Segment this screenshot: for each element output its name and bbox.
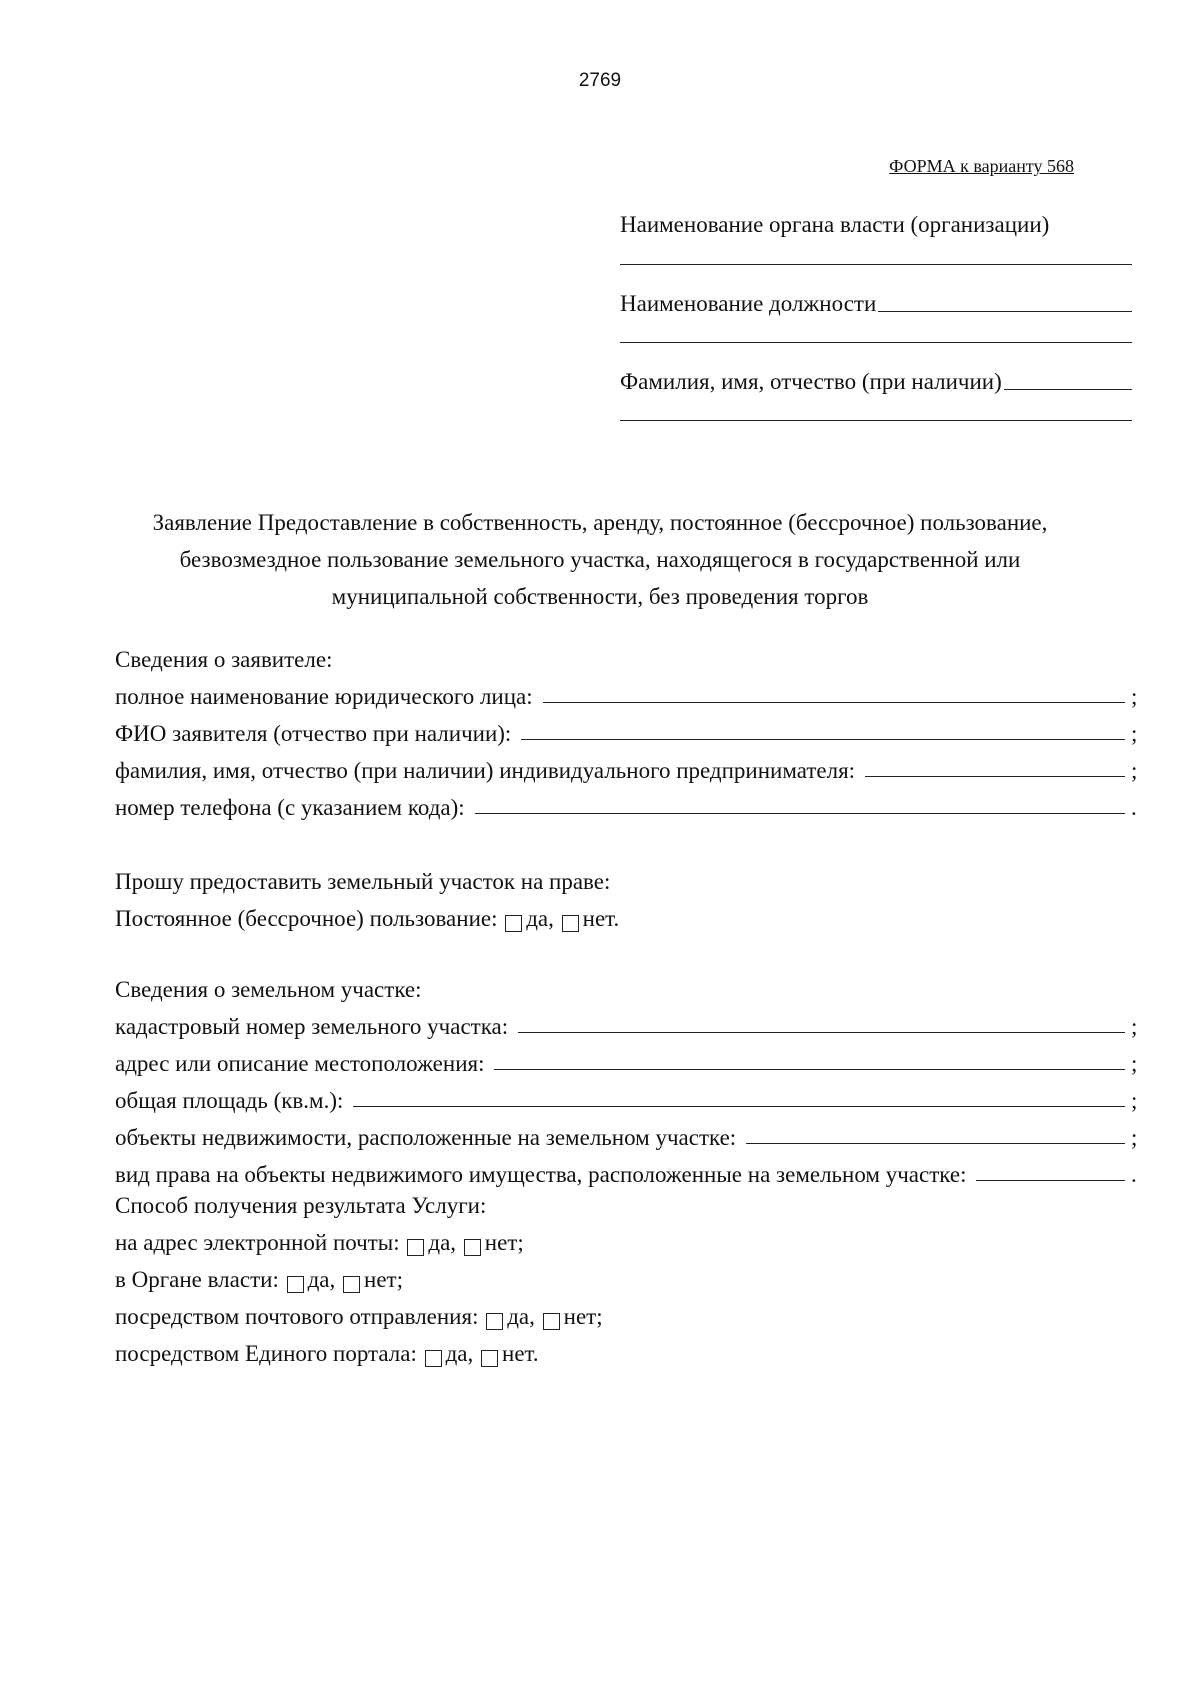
request-option-label: Постоянное (бессрочное) пользование: [115, 906, 498, 931]
yes-label: да, [445, 1341, 474, 1366]
checkbox-no[interactable] [562, 915, 579, 932]
entrepreneur-name-field[interactable] [865, 776, 1125, 777]
checkbox-yes[interactable] [287, 1276, 304, 1293]
land-row-area [115, 1077, 1143, 1114]
row-end: ; [1131, 1051, 1138, 1076]
checkbox-yes[interactable] [407, 1239, 424, 1256]
result-section [115, 1182, 1143, 1367]
land-section [115, 966, 1143, 1188]
cadastral-number-field[interactable] [518, 1032, 1125, 1033]
row-end: ; [1131, 1125, 1138, 1150]
position-field[interactable] [878, 311, 1132, 312]
row-end: ; [1131, 684, 1138, 709]
position-label: Наименование должности [620, 291, 877, 316]
fio-field[interactable] [521, 739, 1125, 740]
land-label: объекты недвижимости, расположенные на земельном участке: [115, 1125, 737, 1150]
name-field-extra[interactable] [620, 419, 1132, 421]
result-option-email [115, 1219, 1143, 1256]
name-row [620, 365, 1132, 395]
no-label: нет. [502, 1341, 539, 1366]
checkbox-no[interactable] [481, 1350, 498, 1367]
applicant-label: фамилия, имя, отчество (при наличии) индивидуального предпринимателя: [115, 758, 856, 783]
checkbox-no[interactable] [464, 1239, 481, 1256]
applicant-label: ФИО заявителя (отчество при наличии): [115, 721, 512, 746]
form-reference: ФОРМА к варианту 568 [889, 156, 1074, 176]
row-end: . [1131, 795, 1137, 820]
page-number: 2769 [578, 70, 622, 91]
no-label: нет. [582, 906, 620, 931]
yes-label: да, [428, 1230, 457, 1255]
land-heading: Сведения о земельном участке: [115, 977, 422, 1002]
result-heading: Способ получения результата Услуги: [115, 1193, 487, 1218]
no-label: нет; [484, 1230, 524, 1255]
legal-name-field[interactable] [543, 702, 1125, 703]
row-end: ; [1131, 721, 1138, 746]
authority-field[interactable] [620, 263, 1132, 265]
checkbox-yes[interactable] [486, 1313, 503, 1330]
land-label: вид права на объекты недвижимого имущества, расположенные на земельном участке: [115, 1162, 967, 1187]
result-option-mail [115, 1293, 1143, 1330]
land-label: общая площадь (кв.м.): [115, 1088, 344, 1113]
result-option-portal [115, 1330, 1143, 1367]
checkbox-yes[interactable] [425, 1350, 442, 1367]
checkbox-no[interactable] [543, 1313, 560, 1330]
applicant-row-entrepreneur [115, 747, 1143, 784]
no-label: нет; [364, 1267, 403, 1292]
objects-field[interactable] [746, 1143, 1125, 1144]
yes-label: да, [307, 1267, 336, 1292]
row-end: . [1131, 1162, 1137, 1187]
request-heading: Прошу предоставить земельный участок на праве: [115, 869, 611, 894]
row-end: ; [1131, 1014, 1138, 1039]
phone-field[interactable] [475, 813, 1125, 814]
result-option-label: посредством почтового отправления: [115, 1304, 479, 1329]
checkbox-yes[interactable] [505, 915, 522, 932]
area-field[interactable] [353, 1106, 1125, 1107]
authority-label: Наименование органа власти (организации) [620, 212, 1050, 237]
result-option-authority [115, 1256, 1143, 1293]
land-label: адрес или описание местоположения: [115, 1051, 485, 1076]
recipient-block [620, 212, 1132, 421]
land-row-address [115, 1040, 1143, 1077]
right-type-field[interactable] [976, 1180, 1125, 1181]
row-end: ; [1131, 1088, 1138, 1113]
applicant-heading: Сведения о заявителе: [115, 647, 333, 672]
result-option-label: на адрес электронной почты: [115, 1230, 400, 1255]
name-label: Фамилия, имя, отчество (при наличии) [620, 369, 1002, 394]
applicant-row-legal-name [115, 673, 1143, 710]
no-label: нет; [563, 1304, 603, 1329]
document-title: Заявление Предоставление в собственность, аренду, постоянное (бессрочное) пользование, безвозмездное пользование земельного участка, находящегося в государственной или муниципальной собственности, без проведения торгов [152, 510, 1048, 609]
land-row-objects [115, 1114, 1143, 1151]
applicant-row-phone [115, 784, 1143, 821]
checkbox-no[interactable] [343, 1276, 360, 1293]
address-field[interactable] [494, 1069, 1125, 1070]
request-section [115, 858, 1143, 932]
applicant-label: полное наименование юридического лица: [115, 684, 533, 709]
position-row [620, 287, 1132, 317]
request-option-row [115, 895, 1143, 932]
applicant-section [115, 636, 1143, 821]
result-option-label: в Органе власти: [115, 1267, 279, 1292]
land-label: кадастровый номер земельного участка: [115, 1014, 509, 1039]
applicant-label: номер телефона (с указанием кода): [115, 795, 465, 820]
result-option-label: посредством Единого портала: [115, 1341, 417, 1366]
row-end: ; [1131, 758, 1138, 783]
yes-label: да, [507, 1304, 535, 1329]
position-field-extra[interactable] [620, 341, 1132, 343]
land-row-cadastral [115, 1003, 1143, 1040]
yes-label: да, [526, 906, 554, 931]
name-field[interactable] [1004, 389, 1132, 390]
applicant-row-fio [115, 710, 1143, 747]
